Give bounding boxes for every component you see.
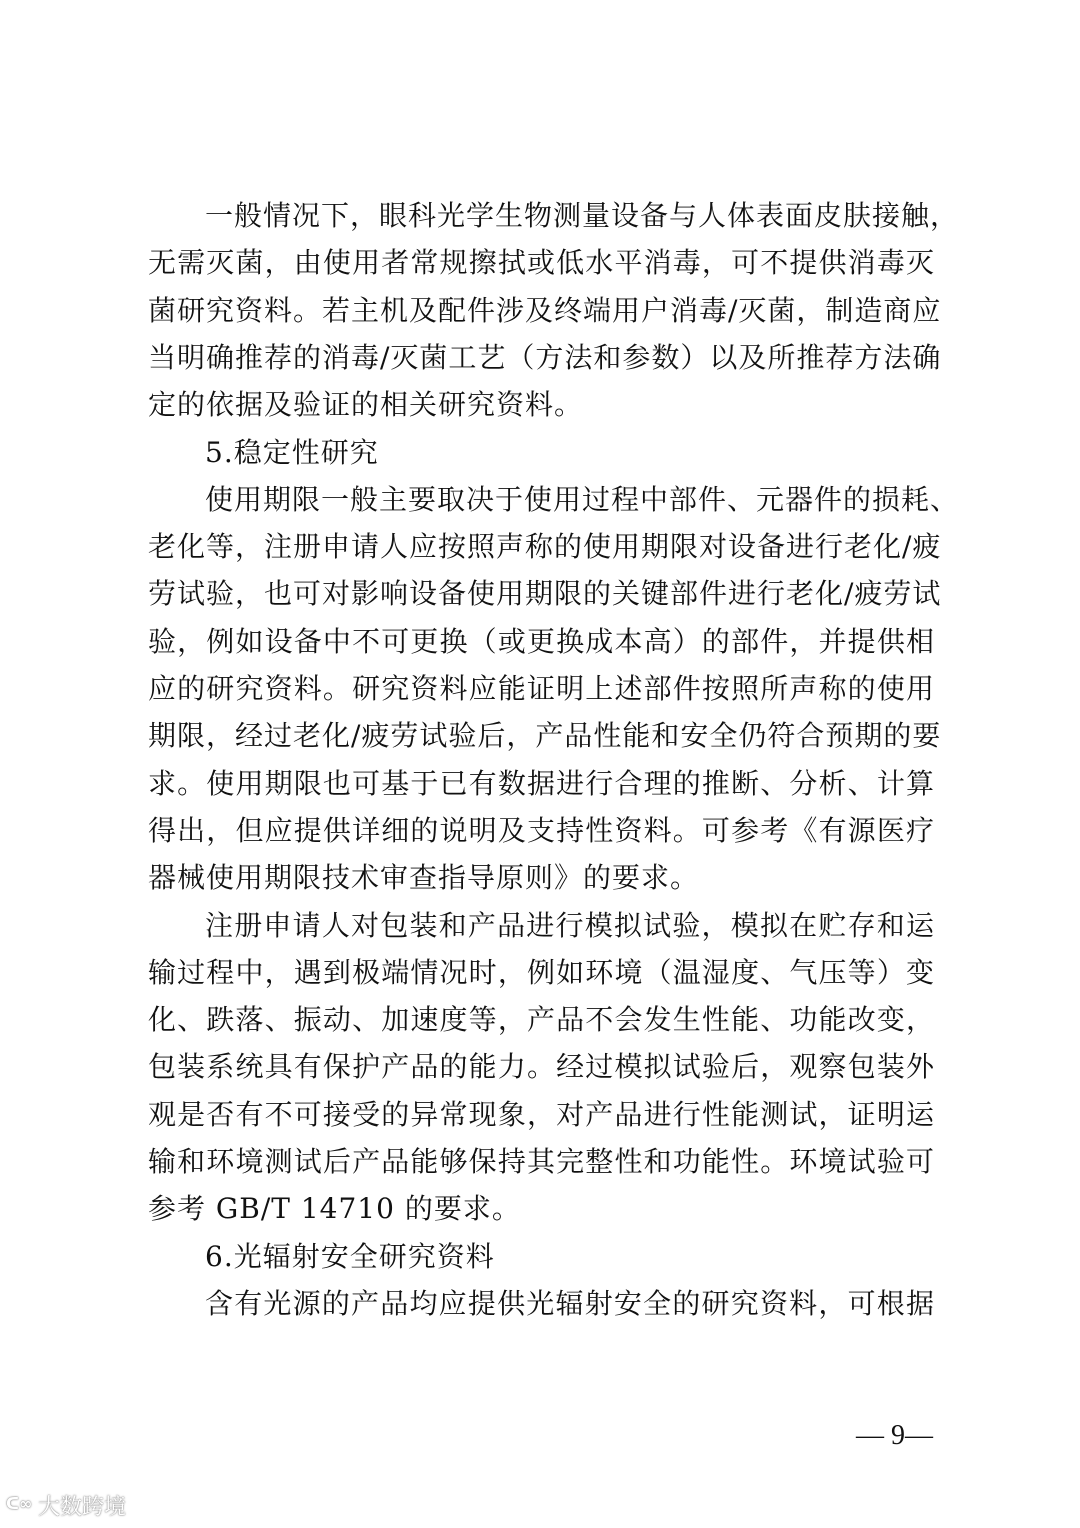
text-line: 老化等，注册申请人应按照声称的使用期限对设备进行老化/疲	[148, 530, 942, 564]
text-line: 化、跌落、振动、加速度等，产品不会发生性能、功能改变，	[148, 1003, 935, 1037]
text-line: 一般情况下，眼科光学生物测量设备与人体表面皮肤接触，	[205, 199, 960, 232]
text-line: 应的研究资料。研究资料应能证明上述部件按照所声称的使用	[148, 672, 935, 705]
text-line: 当明确推荐的消毒/灭菌工艺（方法和参数）以及所推荐方法确	[148, 340, 942, 374]
text-line: 输和环境测试后产品能够保持其完整性和功能性。环境试验可	[148, 1145, 935, 1178]
watermark	[6, 1490, 126, 1521]
text-line: 6.光辐射安全研究资料	[205, 1239, 495, 1273]
text-line: 含有光源的产品均应提供光辐射安全的研究资料，可根据	[205, 1286, 935, 1320]
text-line: 验，例如设备中不可更换（或更换成本高）的部件，并提供相	[148, 624, 935, 658]
text-line: 参考 GB/T 14710 的要求。	[148, 1192, 521, 1226]
text-line: 得出，但应提供详细的说明及支持性资料。可参考《有源医疗	[148, 813, 935, 847]
text-line: 菌研究资料。若主机及配件涉及终端用户消毒/灭菌，制造商应	[148, 293, 942, 327]
watermark-text: 大数跨境	[38, 1495, 127, 1520]
text-line: 求。使用期限也可基于已有数据进行合理的推断、分析、计算	[148, 766, 935, 800]
watermark-logo-icon: ᑕ∞	[6, 1493, 33, 1513]
text-line: 包装系统具有保护产品的能力。经过模拟试验后，观察包装外	[148, 1050, 935, 1084]
text-line: 5.稳定性研究	[205, 435, 379, 469]
text-line: 注册申请人对包装和产品进行模拟试验，模拟在贮存和运	[205, 908, 935, 942]
text-line: 器械使用期限技术审查指导原则》的要求。	[148, 861, 700, 895]
text-line: 无需灭菌，由使用者常规擦拭或低水平消毒，可不提供消毒灭	[148, 246, 935, 280]
page-number: — 9—	[856, 1420, 933, 1451]
text-line: 劳试验，也可对影响设备使用期限的关键部件进行老化/疲劳试	[148, 577, 942, 611]
text-line: 期限，经过老化/疲劳试验后，产品性能和安全仍符合预期的要	[148, 719, 942, 753]
text-line: 观是否有不可接受的异常现象，对产品进行性能测试，证明运	[148, 1097, 935, 1131]
text-line: 使用期限一般主要取决于使用过程中部件、元器件的损耗、	[205, 482, 960, 516]
text-line: 输过程中，遇到极端情况时，例如环境（温湿度、气压等）变	[148, 955, 935, 989]
text-line: 定的依据及验证的相关研究资料。	[148, 388, 584, 422]
